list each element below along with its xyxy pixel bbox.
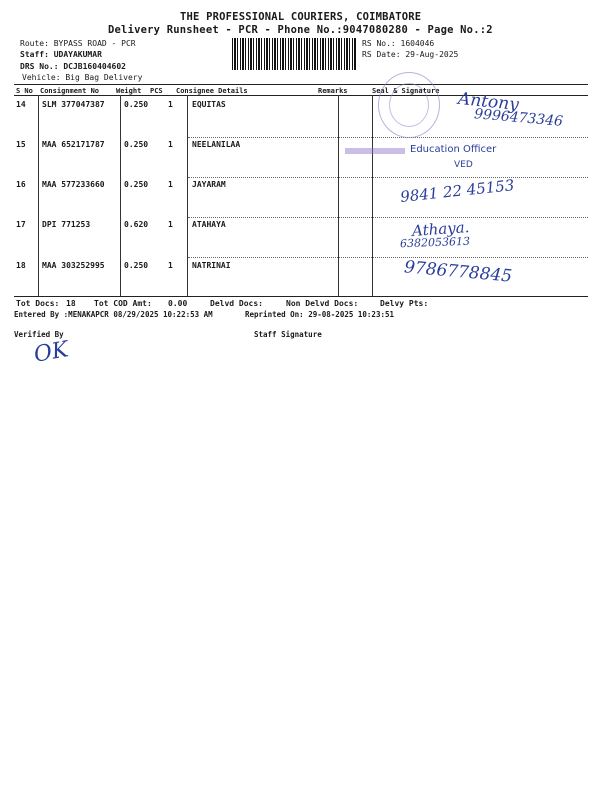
row-weight: 0.250 bbox=[124, 100, 149, 109]
company-title: THE PROFESSIONAL COURIERS, COIMBATORE bbox=[180, 11, 422, 23]
row-consignment: MAA 303252995 bbox=[42, 261, 105, 270]
non-delvd-docs-label: Non Delvd Docs: bbox=[286, 299, 359, 308]
staff-label: Staff: UDAYAKUMAR bbox=[20, 50, 102, 59]
col-sep-5 bbox=[372, 95, 373, 296]
col-sep-4 bbox=[338, 95, 339, 296]
row-divider bbox=[188, 137, 588, 138]
row-weight: 0.250 bbox=[124, 261, 149, 270]
handwritten-phone: 9841 22 45153 bbox=[399, 176, 516, 206]
rs-date: RS Date: 29-Aug-2025 bbox=[362, 50, 459, 59]
row-pcs: 1 bbox=[168, 180, 173, 189]
stamp-strike bbox=[345, 148, 405, 154]
row-pcs: 1 bbox=[168, 140, 173, 149]
tot-cod-value: 0.00 bbox=[168, 299, 188, 308]
tot-docs-value: 18 bbox=[66, 299, 76, 308]
verified-by-label: Verified By bbox=[14, 330, 64, 339]
row-consignment: MAA 577233660 bbox=[42, 180, 105, 189]
handwritten-ved: VED bbox=[454, 160, 473, 170]
header-weight: Weight bbox=[116, 87, 142, 95]
col-sep-1 bbox=[38, 95, 39, 296]
handwritten-office: Education Officer bbox=[410, 144, 497, 155]
row-pcs: 1 bbox=[168, 220, 173, 229]
route-label: Route: BYPASS ROAD - PCR bbox=[20, 39, 136, 48]
entered-by: Entered By :MENAKAPCR 08/29/2025 10:22:53 AM bbox=[14, 310, 213, 319]
row-divider bbox=[188, 257, 588, 258]
row-pcs: 1 bbox=[168, 261, 173, 270]
handwritten-name: Athaya. bbox=[411, 218, 470, 240]
header-pcs: PCS bbox=[150, 87, 163, 95]
delvd-docs-label: Delvd Docs: bbox=[210, 299, 263, 308]
rs-number: RS No.: 1604046 bbox=[362, 39, 435, 48]
row-weight: 0.250 bbox=[124, 180, 149, 189]
row-consignee: JAYARAM bbox=[192, 180, 226, 189]
row-consignment: DPI 771253 bbox=[42, 220, 91, 229]
vehicle-label: Vehicle: Big Bag Delivery bbox=[22, 73, 143, 82]
handwritten-name: Antony bbox=[457, 88, 520, 116]
handwritten-phone: 6382053613 bbox=[399, 234, 471, 251]
col-sep-2 bbox=[120, 95, 121, 296]
row-divider bbox=[188, 177, 588, 178]
row-sno: 18 bbox=[16, 261, 26, 270]
row-weight: 0.250 bbox=[124, 140, 149, 149]
row-pcs: 1 bbox=[168, 100, 173, 109]
row-consignee: NATRINAI bbox=[192, 261, 231, 270]
row-consignee: NEELANILAA bbox=[192, 140, 241, 149]
table-top-rule bbox=[14, 84, 588, 85]
header-consignment: Consignment No bbox=[40, 87, 100, 95]
table-bottom-rule bbox=[14, 296, 588, 297]
row-sno: 15 bbox=[16, 140, 26, 149]
office-stamp bbox=[378, 72, 440, 138]
header-sno: S No bbox=[16, 87, 33, 95]
header-consignee: Consignee Details bbox=[176, 87, 248, 95]
row-weight: 0.620 bbox=[124, 220, 149, 229]
header-seal: Seal & Signature bbox=[372, 87, 440, 95]
row-sno: 14 bbox=[16, 100, 26, 109]
handwritten-phone: 9996473346 bbox=[473, 106, 564, 130]
barcode-image bbox=[232, 38, 357, 70]
tot-cod-label: Tot COD Amt: bbox=[94, 299, 152, 308]
col-sep-3 bbox=[187, 95, 188, 296]
row-consignment: MAA 652171787 bbox=[42, 140, 105, 149]
drs-number: DRS No.: DCJB160404602 bbox=[20, 62, 126, 71]
row-sno: 16 bbox=[16, 180, 26, 189]
tot-docs-label: Tot Docs: bbox=[16, 299, 60, 308]
delvy-pts-label: Delvy Pts: bbox=[380, 299, 429, 308]
header-remarks: Remarks bbox=[318, 87, 348, 95]
staff-signature-label: Staff Signature bbox=[254, 330, 322, 339]
row-consignment: SLM 377047387 bbox=[42, 100, 105, 109]
runsheet-subtitle: Delivery Runsheet - PCR - Phone No.:9047080280 - Page No.:2 bbox=[108, 24, 493, 36]
verified-initials: OK bbox=[32, 337, 71, 368]
reprinted-on: Reprinted On: 29-08-2025 10:23:51 bbox=[245, 310, 395, 319]
row-sno: 17 bbox=[16, 220, 26, 229]
row-consignee: ATAHAYA bbox=[192, 220, 226, 229]
row-divider bbox=[188, 217, 588, 218]
handwritten-phone: 9786778845 bbox=[403, 257, 513, 287]
row-consignee: EQUITAS bbox=[192, 100, 226, 109]
